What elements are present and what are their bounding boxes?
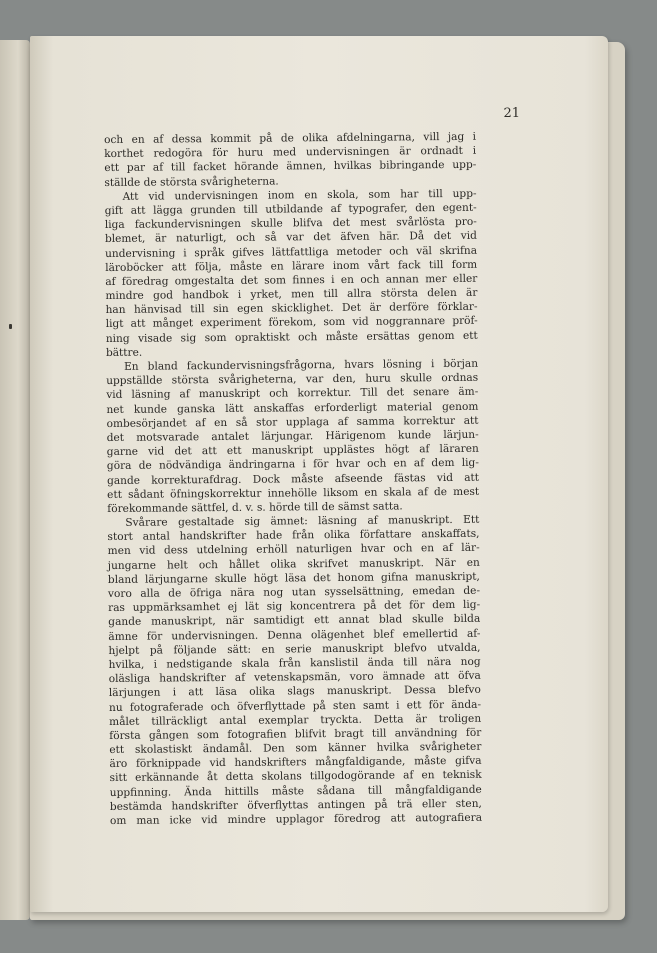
text-line: Svårare gestaltade sig ämnet: läsning af manuskript. Ett [125, 513, 480, 529]
text-line: Att vid undervisningen inom en skola, som har till upp- [122, 187, 477, 203]
text-line: jungarne helt och hållet olika skrifvet manuskript. När en [107, 556, 480, 572]
text-line: ställde de största svårigheterna. [104, 175, 279, 189]
text-line: bestämda handskrifter öfverflyttas antingen på trä eller sten, [109, 797, 482, 813]
text-line: bland lärjungarne skulle högt läsa det honom gifna manuskript, [107, 570, 480, 586]
text-line: ombesörjandet af en så stor upplaga af samma korrektur att [106, 414, 479, 430]
body-text [104, 130, 482, 828]
text-line: af föredrag omgestalta det som finnes i en och annan mer eller [105, 272, 478, 288]
text-line: men vid dess utdelning erhöll naturligen hvar och en af lär- [107, 542, 480, 558]
text-line: hjelpt på följande sätt: en serie manuskript blefvo utvalda, [108, 641, 481, 657]
text-line: mindre god handbok i yrket, men till allra största delen är [105, 286, 478, 303]
text-line: det motsvarade antalet lärjungar. Härigenom kunde lärjun- [106, 428, 479, 444]
text-line: vid läsning af manuskript och korrektur. Till det senare äm- [106, 386, 479, 402]
page-number: 21 [503, 106, 520, 121]
text-line: liga fackundervisningen skulle blifva det mest svårlösta pro- [104, 215, 477, 232]
text-line: han hänvisad till sin egen skicklighet. Det är derföre förklar- [105, 300, 478, 317]
text-line: ett sådant öfningskorrektur innehölle liksom en skala af de mest [107, 485, 480, 501]
text-line: lärjungen i att läsa olika slags manuskript. Dessa blefvo [108, 684, 481, 700]
text-line: gande korrekturafdrag. Dock måste afseende fästas vid att [106, 471, 480, 487]
text-line: voro alla de öfriga nära nog utan sysselsättning, emedan de- [107, 584, 481, 600]
text-line: ning visade sig som opraktiskt och måste ersättas genom ett [105, 329, 478, 345]
text-line: oläsliga handskrifter af vetenskapsmän, voro ämnade att öfva [108, 669, 481, 686]
text-line: garne vid det att ett manuskript upplästes högt af läraren [106, 442, 479, 459]
text-line: äro förknippade vid handskrifters mångfaldigande, måste gifva [109, 754, 482, 771]
text-line: målet tillräckligt antal exemplar tryckta. Detta är troligen [109, 712, 482, 728]
text-line: ras uppmärksamhet ej lät sig koncentrera på det för dem lig- [108, 598, 481, 615]
text-line: första gången som fotografien blifvit bragt till användning för [109, 726, 482, 742]
text-line: ett skolastiskt ändamål. Den som känner hvilka svårigheter [109, 740, 482, 757]
text-line: läroböcker att följa, måste en lärare inom vårt fack till form [105, 258, 478, 274]
text-line: uppställde största svårigheterna, var den, huru skulle ordnas [106, 371, 479, 388]
margin-mark [9, 324, 12, 329]
text-line: ligt att månget experiment förekom, som vid noggrannare pröf- [105, 315, 478, 331]
text-line: stort antal handskrifter hade från olika författare anskaffats, [107, 527, 480, 544]
text-line: förekommande sättfel, d. v. s. hörde till de sämst satta. [107, 500, 403, 515]
text-line: uppfinning. Ända hittills måste sådana till mångfaldigande [109, 783, 482, 799]
text-line: ett par af till facket hörande ämnen, hvilkas bibringande upp- [104, 159, 477, 175]
text-line: bättre. [105, 346, 143, 359]
text-line: gift att lägga grunden till utbildande af typografer, den egent- [104, 201, 477, 217]
text-line: gande manuskript, när samtidigt ett annat blad skulle bilda [108, 613, 481, 629]
text-line: om man icke vid mindre upplagor föredrog att autografiera [109, 811, 483, 827]
text-line: korthet redogöra för huru med undervisningen är ordnadt i [104, 144, 477, 161]
text-line: ämne för undervisningen. Denna olägenhet blef emellertid af- [108, 627, 481, 643]
left-page-edge [0, 40, 30, 920]
text-line: nu fotograferade och öfverflyttade på sten samt i ett för ända- [108, 698, 482, 714]
text-line: och en af dessa kommit på de olika afdelningarna, vill jag i [104, 130, 477, 146]
text-line: hvilka, i nedstigande skala från kanslistil ända till nära nog [108, 655, 481, 671]
text-line: net kunde ganska lätt anskaffas erforderligt material genom [106, 400, 479, 416]
text-line: blemet, är naturligt, och så var det äfven här. Då det vid [104, 230, 477, 246]
text-line: sitt erkännande åt detta skolans tillgodogörande af en teknisk [109, 769, 482, 785]
text-line: undervisning i språk gifves lättfattliga metoder och väl skrifna [104, 244, 478, 260]
text-line: göra de nödvändiga ändringarna i för hvar och en af dem lig- [106, 457, 479, 473]
text-line: En bland fackundervisningsfrågorna, hvars lösning i början [123, 357, 479, 373]
